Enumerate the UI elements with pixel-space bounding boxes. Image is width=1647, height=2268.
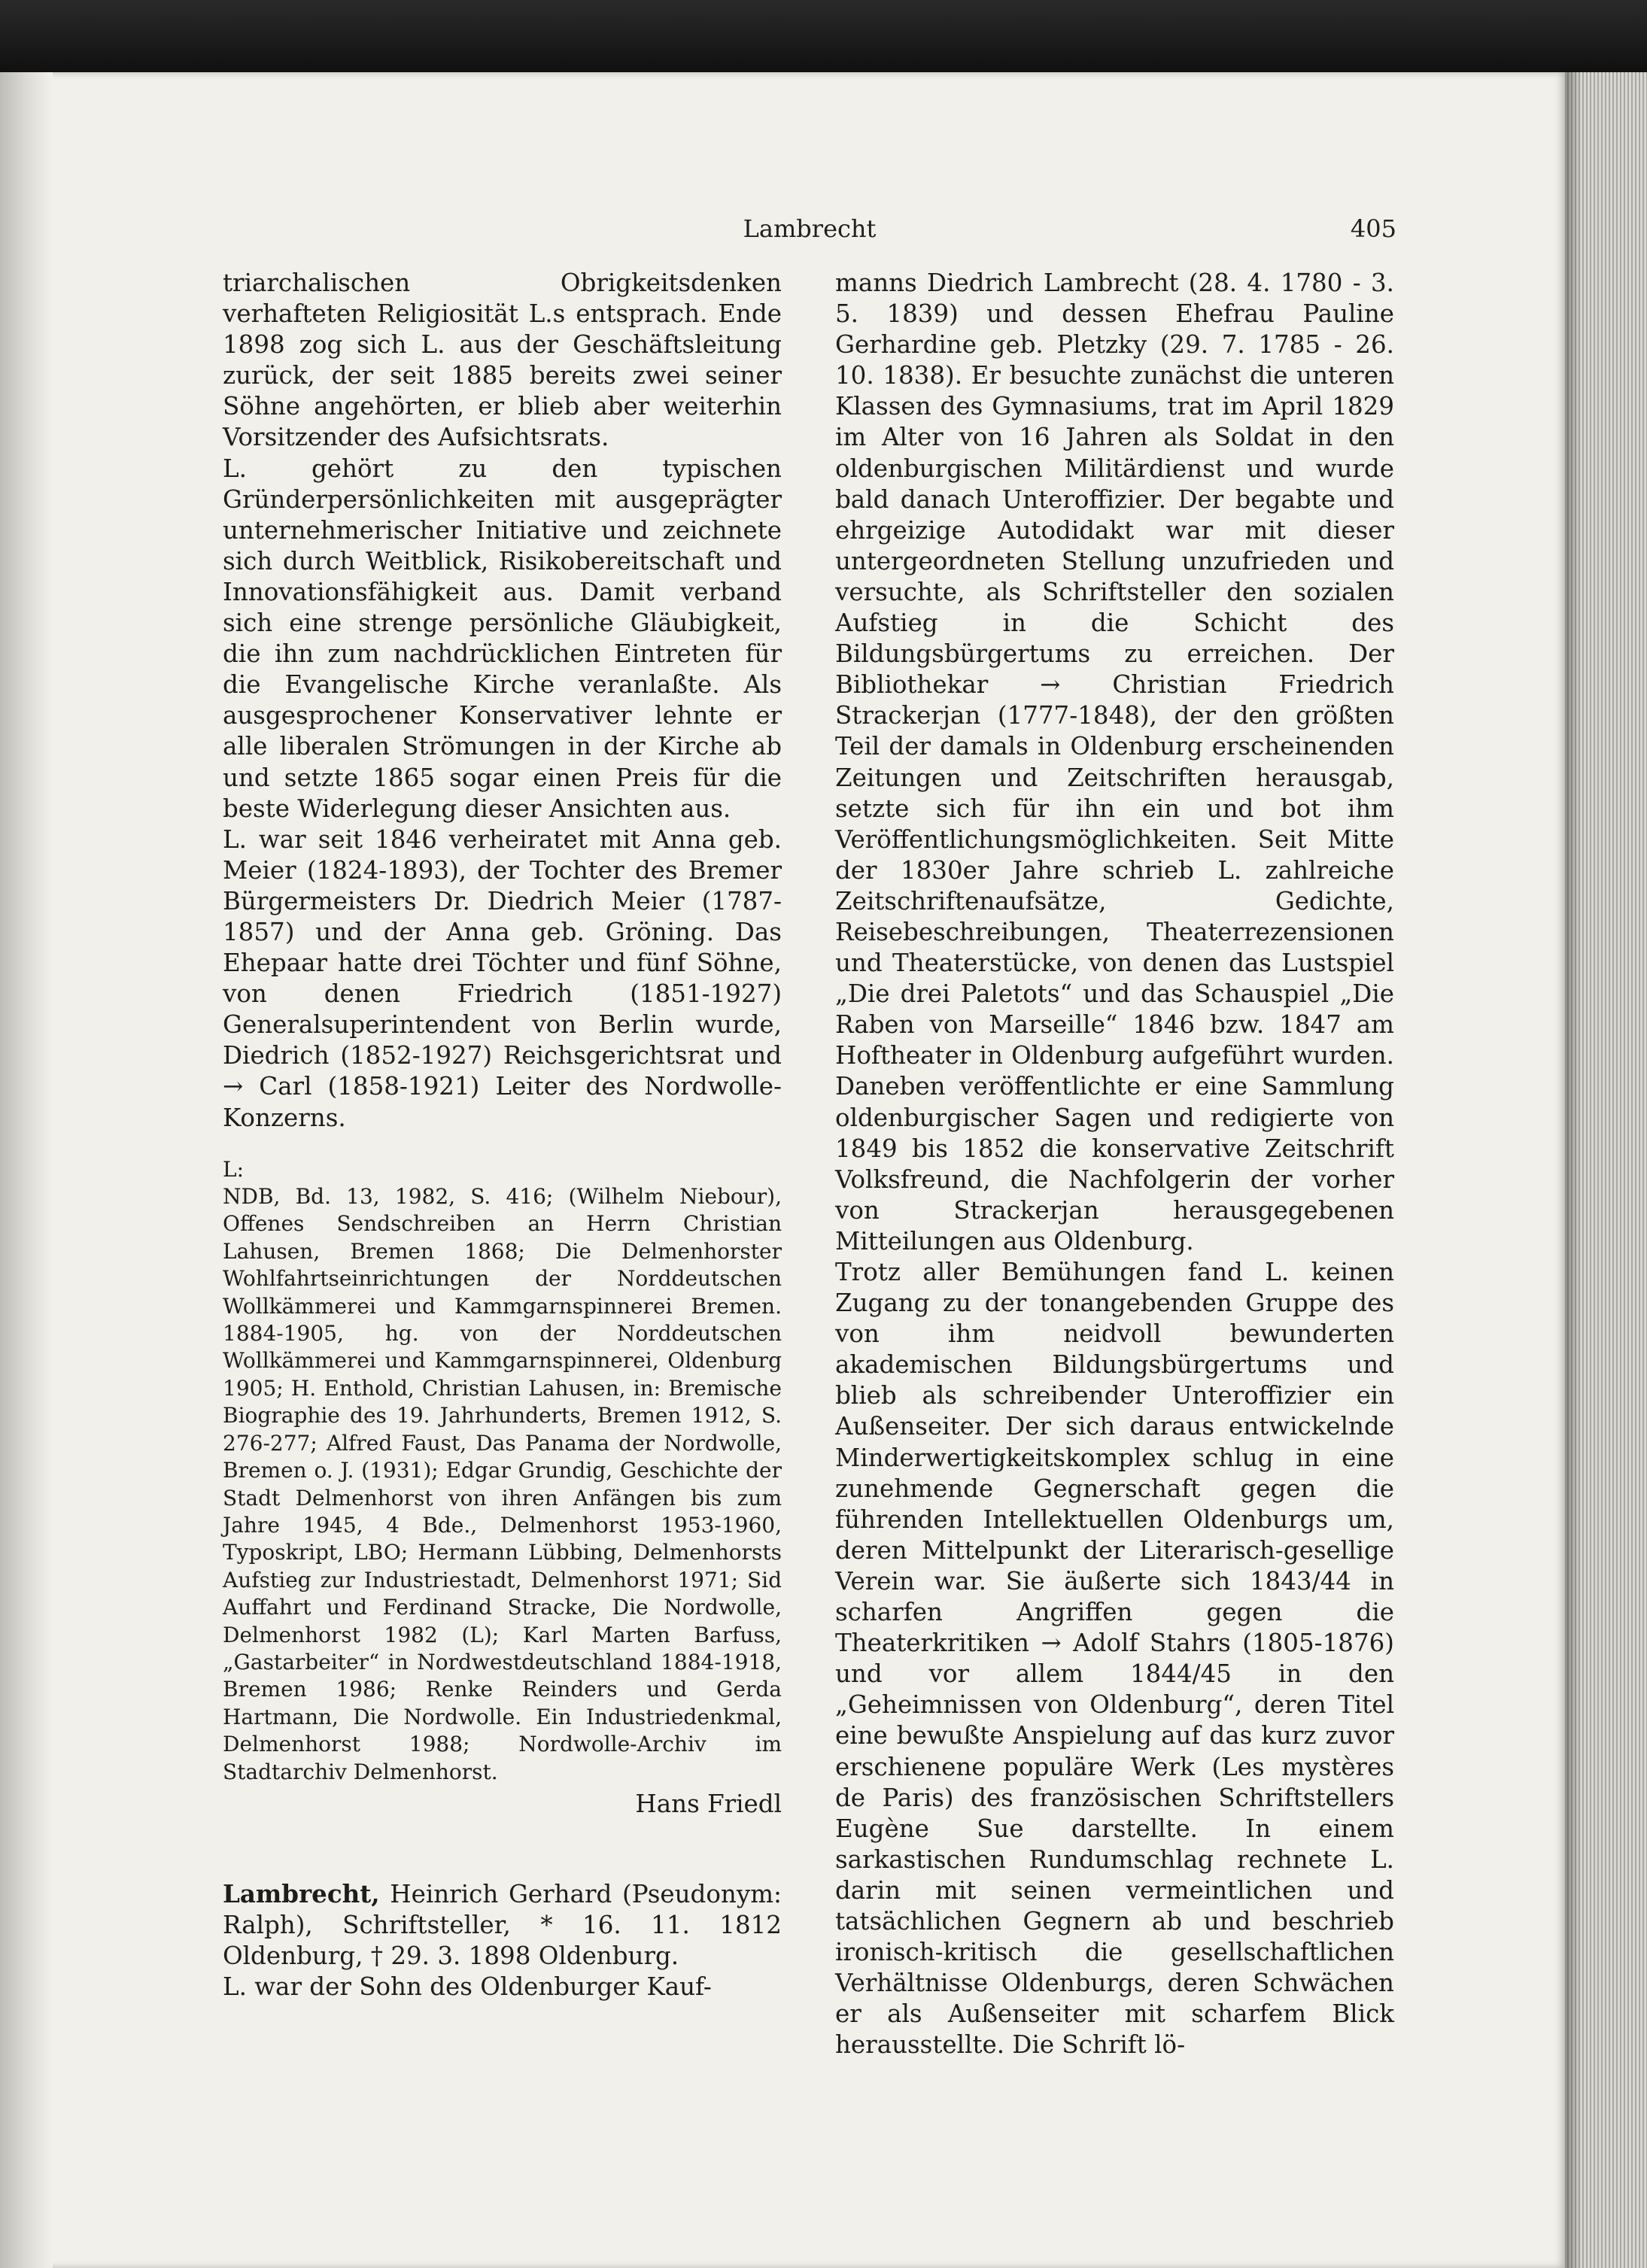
paragraph: L. gehört zu den typischen Gründerpersönlichkeiten mit ausgeprägter unternehmerischer Initiative und zeichnete sich durch Weitblick, Risikobereitschaft und Innovationsfähigkeit aus. Damit verband sich eine strenge persönliche Gläubigkeit, die ihn zum nachdrücklichen Eintreten für die Evangelische Kirche veranlaßte. Als ausgesprochener Konservativer lehnte er alle liberalen Strömungen in der Kirche ab und setzte 1865 sogar einen Preis für die beste Widerlegung dieser Ansichten aus. — [223, 454, 782, 823]
page-number: 405 — [1350, 214, 1396, 243]
paragraph: L. war der Sohn des Oldenburger Kauf- — [223, 1972, 712, 2002]
paragraph: triarchalischen Obrigkeitsdenken verhafteten Religiosität L.s entsprach. Ende 1898 zog sich L. aus der Geschäftsleitung zurück, der seit 1885 bereits zwei seiner Söhne angehörten, er blieb aber weiterhin Vorsitzender des Aufsichtsrats. — [223, 269, 782, 452]
right-column — [835, 268, 1394, 2060]
paragraph: manns Diedrich Lambrecht (28. 4. 1780 - 3. 5. 1839) und dessen Ehefrau Pauline Gerhardine geb. Pletzky (29. 7. 1785 - 26. 10. 1838). Er besuchte zunächst die unteren Klassen des Gymnasiums, trat im April 1829 im Alter von 16 Jahren als Soldat in den oldenburgischen Militärdienst und wurde bald danach Unteroffizier. Der begabte und ehrgeizige Autodidakt war mit dieser untergeordneten Stellung unzufrieden und versuchte, als Schriftsteller den sozialen Aufstieg in die Schicht des Bildungsbürgertums zu erreichen. Der Bibliothekar → Christian Friedrich Strackerjan (1777-1848), der den größten Teil der damals in Oldenburg erscheinenden Zeitungen und Zeitschriften herausgab, setzte sich für ihn ein und bot ihm Veröffentlichungsmöglichkeiten. Seit Mitte der 1830er Jahre schrieb L. zahlreiche Zeitschriftenaufsätze, Gedichte, Reisebeschreibungen, Theaterrezensionen und Theaterstücke, von denen das Lustspiel „Die drei Paletots“ und das Schauspiel „Die Raben von Marseille“ 1846 bzw. 1847 am Hoftheater in Oldenburg aufgeführt wurden. Daneben veröffentlichte er eine Sammlung oldenburgischer Sagen und redigierte von 1849 bis 1852 die konservative Zeitschrift Volksfreund, die Nachfolgerin der vorher von Strackerjan herausgegebenen Mitteilungen aus Oldenburg. — [835, 269, 1394, 1255]
running-head-title: Lambrecht — [743, 214, 877, 243]
author-signature: Hans Friedl — [635, 1789, 782, 1818]
literature-label: L: — [223, 1156, 245, 1182]
page-edges — [1565, 72, 1647, 2268]
running-head — [223, 214, 1396, 252]
literature-list: NDB, Bd. 13, 1982, S. 416; (Wilhelm Niebour), Offenes Sendschreiben an Herrn Christian Lahusen, Bremen 1868; Die Delmenhorster Wohlfahrtseinrichtungen der Norddeutschen Wollkämmerei und Kammgarnspinnerei Bremen. 1884-1905, hg. von der Norddeutschen Wollkämmerei und Kammgarnspinnerei, Oldenburg 1905; H. Enthold, Christian Lahusen, in: Bremische Biographie des 19. Jahrhunderts, Bremen 1912, S. 276-277; Alfred Faust, Das Panama der Nordwolle, Bremen o. J. (1931); Edgar Grundig, Geschichte der Stadt Delmenhorst von ihren Anfängen bis zum Jahre 1945, 4 Bde., Delmenhorst 1953-1960, Typoskript, LBO; Hermann Lübbing, Delmenhorsts Aufstieg zur Industriestadt, Delmenhorst 1971; Sid Auffahrt und Ferdinand Stracke, Die Nordwolle, Delmenhorst 1982 (L); Karl Marten Barfuss, „Gastarbeiter“ in Nordwestdeutschland 1884-1918, Bremen 1986; Renke Reinders und Gerda Hartmann, Die Nordwolle. Ein Industriedenkmal, Delmenhorst 1988; Nordwolle-Archiv im Stadtarchiv Delmenhorst. — [223, 1184, 782, 1784]
page-gutter — [0, 72, 53, 2268]
entry-lemma: Lambrecht, — [223, 1879, 380, 1909]
entry-heading — [223, 1878, 782, 1972]
entry-heading-details: Heinrich Gerhard (Pseudonym: Ralph), Schriftsteller, * 16. 11. 1812 Oldenburg, † 29. 3. 1898 Oldenburg. — [223, 1880, 782, 1971]
left-column — [223, 268, 782, 2002]
paragraph: Trotz aller Bemühungen fand L. keinen Zugang zu der tonangebenden Gruppe des von ihm neidvoll bewunderten akademischen Bildungsbürgertums und blieb als schreibender Unteroffizier ein Außenseiter. Der sich daraus entwickelnde Minderwertigkeitskomplex schlug in eine zunehmende Gegnerschaft gegen die führenden Intellektuellen Oldenburgs um, deren Mittelpunkt der Literarisch-gesellige Verein war. Sie äußerte sich 1843/44 in scharfen Angriffen gegen die Theaterkritiken → Adolf Stahrs (1805-1876) und vor allem 1844/45 in den „Geheimnissen von Oldenburg“, deren Titel eine bewußte Anspielung auf das kurz zuvor erschienene populäre Werk (Les mystères de Paris) des französischen Schriftstellers Eugène Sue darstellte. In einem sarkastischen Rundumschlag rechnete L. darin mit seinen vermeintlichen und tatsächlichen Gegnern ab und beschrieb ironisch-kritisch die gesellschaftlichen Verhältnisse Oldenburgs, deren Schwächen er als Außenseiter mit scharfem Blick herausstellte. Die Schrift lö- — [835, 1258, 1394, 2060]
scanner-background — [0, 0, 1647, 75]
paragraph: L. war seit 1846 verheiratet mit Anna geb. Meier (1824-1893), der Tochter des Bremer Bürgermeisters Dr. Diedrich Meier (1787-1857) und der Anna geb. Gröning. Das Ehepaar hatte drei Töchter und fünf Söhne, von denen Friedrich (1851-1927) Generalsuperintendent von Berlin wurde, Diedrich (1852-1927) Reichsgerichtsrat und → Carl (1858-1921) Leiter des Nordwolle-Konzerns. — [223, 824, 782, 1132]
